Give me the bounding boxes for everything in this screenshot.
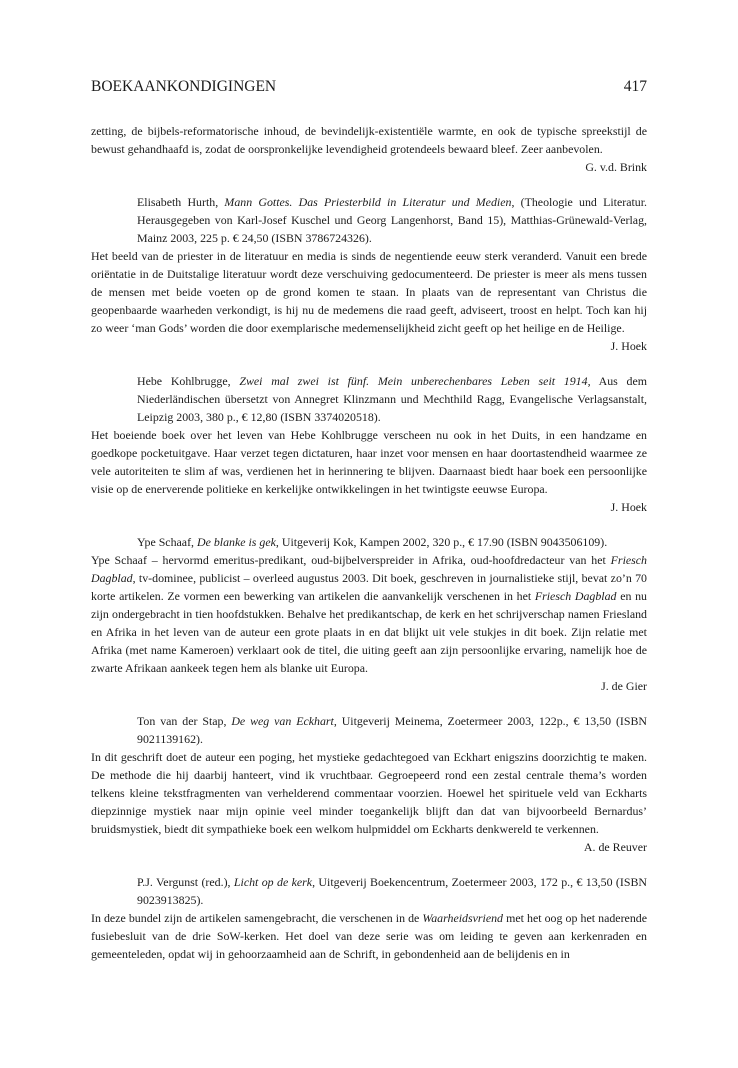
newspaper-title: Friesch Dagblad — [91, 553, 647, 585]
book-citation — [91, 712, 647, 748]
book-details: Aus dem Niederländischen übersetzt von Annegret Klinzmann und Mechthild Ragg, Evangelische Verlagsanstalt, Leipzig 2003, 380 p., € 12,80 (ISBN 3374020518). — [137, 374, 647, 424]
book-title: Licht op de kerk — [233, 875, 313, 889]
reviewer-name: J. Hoek — [610, 339, 647, 353]
reviewer-name: G. v.d. Brink — [585, 160, 647, 174]
running-title: BOEKAANKONDIGINGEN — [91, 78, 277, 95]
book-author: P.J. Vergunst (red.), — [137, 875, 234, 889]
book-details: , Uitgeverij Meinema, Zoetermeer 2003, 122p., € 13,50 (ISBN 9021139162). — [137, 714, 648, 746]
book-citation — [91, 372, 647, 426]
review-text: In deze bundel zijn de artikelen samengebracht, die verschenen in de Waarheidsvriend met het oog op het naderende fusiebesluit van de drie SoW-kerken. Het doel van deze serie was om leiding te geven aan kerkenraden en gemeenteleden, opdat wij in gehoorzaamheid aan de Schrift, in gebondenheid aan de belijdenis en in — [91, 911, 647, 961]
reviewer-name: J. Hoek — [610, 500, 647, 514]
review-text: In dit geschrift doet de auteur een poging, het mystieke gedachtegoed van Eckhart enigszins doorzichtig te maken. De methode die hij daarbij hanteert, vind ik vruchtbaar. Gegroepeerd rond een zestal centrale thema’s worden telkens kleine tekstfragmenten van verhelderend commentaar voorzien. Hoewel het spirituele veld van Eckharts diepzinnige mystiek naar mijn opinie veel minder toegankelijk blijft dan dat van bijvoorbeeld Bernardus’ bruidsmystiek, biedt dit sympathieke boek een welkom hulpmiddel om Eckharts denkwereld te verkennen. — [91, 750, 647, 836]
book-review — [91, 712, 647, 856]
book-review — [91, 193, 647, 355]
page-content — [91, 122, 647, 963]
book-details: , Uitgeverij Kok, Kampen 2002, 320 p., € 17.90 (ISBN 9043506109). — [275, 535, 608, 549]
reviewer-name: J. de Gier — [601, 679, 647, 693]
book-review — [91, 533, 647, 695]
book-title: Mann Gottes. Das Priesterbild in Literatur und Medien — [224, 195, 512, 209]
book-author: Elisabeth Hurth, — [137, 195, 225, 209]
book-author: Ype Schaaf, — [137, 535, 197, 549]
book-details: , Uitgeverij Boekencentrum, Zoetermeer 2003, 172 p., € 13,50 (ISBN 9023913825). — [137, 875, 647, 907]
review-text: Ype Schaaf – hervormd emeritus-predikant, oud-bijbelverspreider in Afrika, oud-hoofdredacteur van het Friesch Dagblad, tv-dominee, publicist – overleed augustus 2003. Dit boek, geschreven in journalistieke stijl, bevat zo’n 70 korte artikelen. Ze vormen een bewerking van artikelen die aanvankelijk verschenen in het Friesch Dagblad en nu zijn ondergebracht in tien hoofdstukken. Behalve het predikantschap, de kerk en het schrijverschap namen Friesland en Afrika in het leven van de auteur een grote plaats in en dat blijkt uit vele stukjes in dit boek. Zijn relatie met Afrika (met name Kameroen) verklaart ook de titel, die uiting geeft aan zijn persoonlijke ervaring, namelijk hoe de zwarte Afrikaan aankeek tegen hem als blanke uit Europa. — [91, 553, 648, 675]
book-title: De weg van Eckhart — [231, 714, 334, 728]
book-author: Ton van der Stap, — [137, 714, 232, 728]
review-text: zetting, de bijbels-reformatorische inhoud, de bevindelijk-existentiële warmte, en ook de typische spreekstijl de bewust gehandhaafd is, zodat de oorspronkelijke levendigheid grotendeels bewaard bleef. Zeer aanbevolen. — [91, 124, 647, 156]
newspaper-title: Friesch Dagblad — [534, 589, 617, 603]
book-review — [91, 873, 647, 963]
book-citation — [91, 193, 647, 247]
periodical-title: Waarheidsvriend — [422, 911, 503, 925]
book-citation — [91, 873, 647, 909]
book-citation — [91, 533, 647, 551]
reviewer-name: A. de Reuver — [583, 840, 647, 854]
page-header — [91, 78, 647, 100]
book-title: Zwei mal zwei ist fünf. Mein unberechenbares Leben seit 1914, — [239, 374, 591, 388]
book-details: , (Theologie und Literatur. Herausgegeben von Karl-Josef Kuschel und Georg Langenhorst, Band 15), Matthias-Grünewald-Verlag, Mainz 2003, 225 p. € 24,50 (ISBN 3786724326). — [137, 195, 648, 245]
book-author: Hebe Kohlbrugge, — [137, 374, 240, 388]
page-number: 417 — [623, 78, 647, 95]
book-review — [91, 372, 647, 516]
review-text: Het beeld van de priester in de literatuur en media is sinds de negentiende eeuw sterk veranderd. Vanuit een brede oriëntatie in de Duitstalige literatuur wordt deze verschuiving gedocumenteerd. De priester is meer als mens tussen de mensen met beide voeten op de grond komen te staan. In plaats van de representant van Christus die geopenbaarde waarheden verkondigt, is hij nu de medemens die raad geeft, adviseert, troost en helpt. Toch kan hij zo weer ‘man Gods’ worden die door exemplarische medemenselijkheid zicht geeft op het heilige en de Heilige. — [91, 249, 647, 335]
book-title: De blanke is gek — [197, 535, 276, 549]
review-text: Het boeiende boek over het leven van Hebe Kohlbrugge verscheen nu ook in het Duits, in een handzame en goedkope pocketuitgave. Haar verzet tegen dictaturen, haar inzet voor mensen en haar doortastendheid waarmee ze vele autoriteiten te slim af was, verdienen het in herinnering te blijven. Daarnaast biedt haar boek een persoonlijke visie op de enerverende politieke en kerkelijke ontwikkelingen in het twintigste eeuwse Europa. — [91, 428, 647, 496]
